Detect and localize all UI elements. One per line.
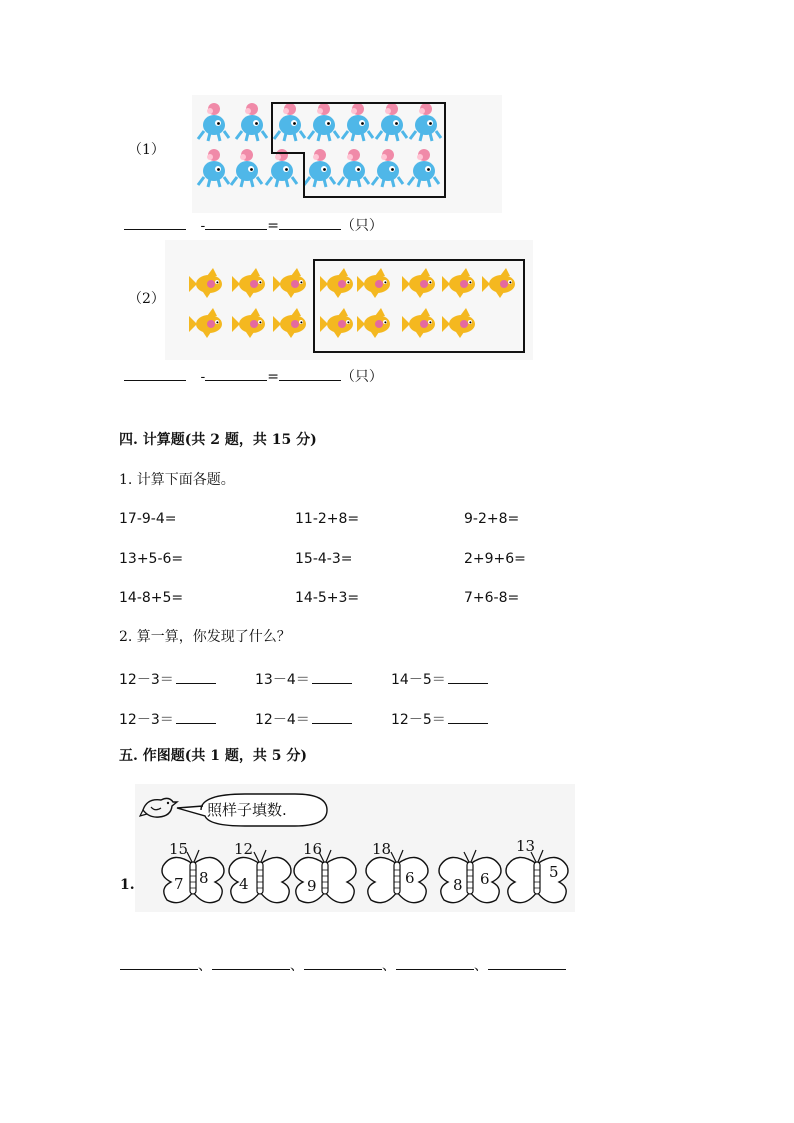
answer-blank[interactable] (488, 959, 566, 970)
fish (402, 308, 435, 338)
calc-item: 15-4-3= (295, 551, 353, 567)
answer-blank[interactable] (312, 671, 352, 684)
creature (376, 103, 407, 141)
answer-blank[interactable] (212, 959, 290, 970)
butterfly-left-number: 4 (239, 875, 249, 893)
answer-blank[interactable] (448, 711, 488, 724)
unit-label: （只） (340, 369, 383, 385)
section4-q2-title: 2. 算一算，你发现了什么？ (119, 629, 291, 645)
butterfly-right-number: 8 (199, 869, 209, 887)
butterfly-top-number: 18 (372, 840, 392, 858)
butterfly-top-number: 13 (516, 837, 536, 855)
creature (410, 103, 441, 141)
fill-item: 14－5＝ (391, 669, 488, 689)
creature (342, 103, 373, 141)
speech-text: 照样子填数. (207, 801, 287, 819)
answer-blank[interactable] (396, 959, 474, 970)
fill-item: 12－3＝ (119, 709, 216, 729)
creature (304, 149, 335, 187)
creature (308, 103, 339, 141)
fill-item: 12－3＝ (119, 669, 216, 689)
fish (232, 268, 265, 298)
answer-blank[interactable] (124, 368, 186, 381)
butterfly-right-number: 6 (405, 869, 415, 887)
calc-item: 9-2+8= (464, 511, 520, 527)
creature (198, 103, 229, 141)
section4-title: 四. 计算题(共 2 题，共 15 分) (119, 432, 317, 448)
section4-q1-title: 1. 计算下面各题。 (119, 472, 235, 488)
section5-title: 五. 作图题(共 1 题，共 5 分) (119, 748, 307, 764)
fish (357, 268, 390, 298)
fill-item: 12－4＝ (255, 709, 352, 729)
part2-picture (165, 240, 533, 360)
answer-blank[interactable] (124, 217, 186, 230)
fish (189, 308, 222, 338)
calc-item: 14-8+5= (119, 590, 184, 606)
fill-item: 13－4＝ (255, 669, 352, 689)
butterfly-left-number: 9 (307, 877, 317, 895)
fish (482, 268, 515, 298)
bird-icon (139, 790, 179, 824)
calc-item: 13+5-6= (119, 551, 184, 567)
part1-picture (192, 95, 502, 213)
butterfly (506, 850, 568, 903)
fish (320, 308, 353, 338)
answer-blank[interactable] (176, 711, 216, 724)
part2-label: （2） (128, 291, 165, 307)
part2-equation (124, 368, 383, 385)
equals-sign: = (267, 218, 279, 234)
butterfly-right-number: 5 (549, 863, 559, 881)
fish (273, 308, 306, 338)
separator: 、 (290, 958, 304, 974)
fish (442, 308, 475, 338)
answer-blank[interactable] (205, 368, 267, 381)
butterfly-left-number: 7 (174, 875, 184, 893)
creature (236, 103, 267, 141)
creature (231, 149, 262, 187)
answer-blank[interactable] (205, 217, 267, 230)
fish (273, 268, 306, 298)
minus-sign: - (200, 369, 206, 385)
part1-equation (124, 217, 383, 234)
calc-item: 11-2+8= (295, 511, 360, 527)
creature (274, 103, 305, 141)
creature (266, 149, 297, 187)
answer-blank[interactable] (176, 671, 216, 684)
fish (402, 268, 435, 298)
answer-blank[interactable] (448, 671, 488, 684)
answer-blank[interactable] (120, 959, 198, 970)
fish (189, 268, 222, 298)
equals-sign: = (267, 369, 279, 385)
butterfly-top-number: 15 (169, 840, 189, 858)
butterfly (439, 850, 501, 903)
minus-sign: - (200, 218, 206, 234)
butterfly-top-number: 16 (303, 840, 323, 858)
answer-blank[interactable] (279, 217, 341, 230)
creature (372, 149, 403, 187)
answer-blank[interactable] (312, 711, 352, 724)
butterfly-left-number: 8 (453, 876, 463, 894)
separator: 、 (198, 958, 212, 974)
fish (357, 308, 390, 338)
butterfly-figure (135, 784, 575, 912)
butterfly-top-number: 12 (234, 840, 254, 858)
calc-item: 7+6-8= (464, 590, 520, 606)
answer-blank[interactable] (304, 959, 382, 970)
fish (232, 308, 265, 338)
separator: 、 (474, 958, 488, 974)
fish (320, 268, 353, 298)
calc-item: 17-9-4= (119, 511, 177, 527)
creature (338, 149, 369, 187)
creature (198, 149, 229, 187)
part1-label: （1） (128, 142, 165, 158)
part2-fish (165, 240, 533, 360)
calc-item: 2+9+6= (464, 551, 526, 567)
part1-creatures (192, 95, 502, 213)
fill-item: 12－5＝ (391, 709, 488, 729)
fish (442, 268, 475, 298)
calc-item: 14-5+3= (295, 590, 360, 606)
section5-q1-label: 1. (120, 877, 135, 893)
separator: 、 (382, 958, 396, 974)
answer-blank[interactable] (279, 368, 341, 381)
answer-row (120, 958, 566, 974)
butterfly-right-number: 6 (480, 870, 490, 888)
creature (408, 149, 439, 187)
unit-label: （只） (340, 218, 383, 234)
